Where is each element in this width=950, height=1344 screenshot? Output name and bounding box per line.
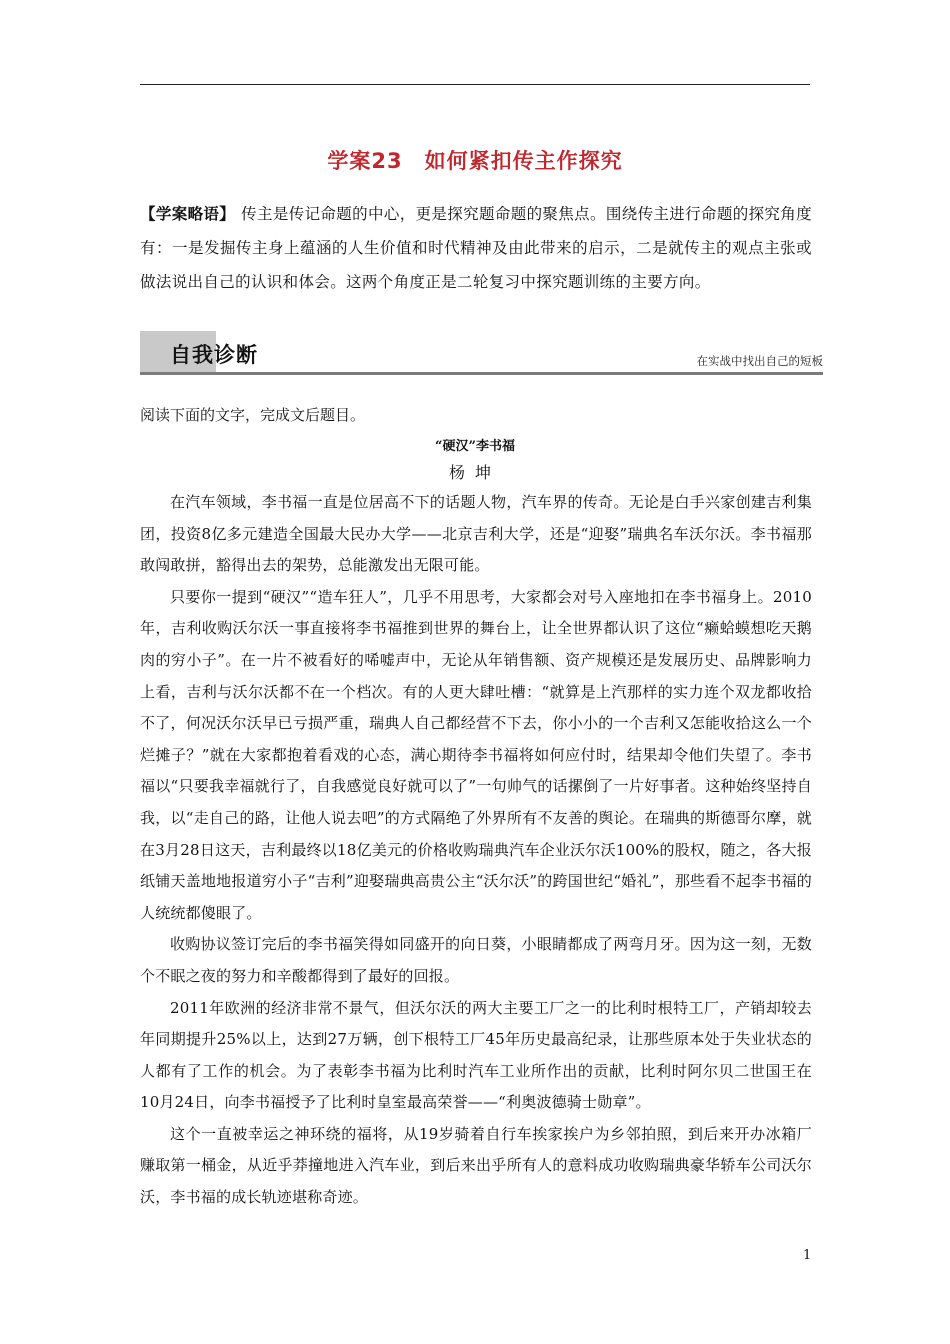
title-topic: 如何紧扣传主作探究 (424, 149, 623, 173)
article-paragraph: 2011年欧洲的经济非常不景气，但沃尔沃的两大主要工厂之一的比利时根特工厂，产销却较去年同期提升25%以上，达到27万辆，创下根特工厂45年历史最高纪录，让那些原本处于失业状态的人都有了工作的机会。为了表彰李书福为比利时汽车工业所作出的贡献，比利时阿尔贝二世国王在10月24日，向李书福授予了比利时皇室最高荣誉——“利奥波德骑士勋章”。 (140, 998, 812, 1112)
section-header-underline (140, 372, 823, 375)
intro-label: 【学案略语】 (140, 205, 236, 223)
title-lesson-number: 学案23 (327, 149, 403, 173)
intro-text: 传主是传记命题的中心，更是探究题命题的聚焦点。围绕传主进行命题的探究角度有：一是发掘传主身上蕴涵的人生价值和时代精神及由此带来的启示，二是就传主的观点主张或做法说出自己的认识和体会。这两个角度正是二轮复习中探究题训练的主要方向。 (140, 205, 812, 291)
article-body (140, 487, 812, 1214)
reading-instruction: 阅读下面的文字，完成文后题目。 (140, 406, 366, 424)
article-author: 杨坤 (448, 463, 501, 482)
page-title (0, 145, 950, 175)
section-subtitle: 在实战中找出自己的短板 (696, 354, 823, 368)
header-rule (140, 84, 810, 85)
section-title: 自我诊断 (170, 343, 258, 367)
intro-summary (140, 197, 812, 299)
article-paragraph: 这个一直被幸运之神环绕的福将，从19岁骑着自行车挨家挨户为乡邻拍照，到后来开办冰箱厂赚取第一桶金，从近乎莽撞地进入汽车业，到后来出乎所有人的意料成功收购瑞典豪华轿车公司沃尔沃，李书福的成长轨迹堪称奇迹。 (140, 1124, 812, 1207)
article-paragraph: 在汽车领域，李书福一直是位居高不下的话题人物，汽车界的传奇。无论是白手兴家创建吉利集团，投资8亿多元建造全国最大民办大学——北京吉利大学，还是“迎娶”瑞典名车沃尔沃。李书福那敢闯敢拼，豁得出去的架势，总能激发出无限可能。 (140, 493, 812, 575)
article-paragraph: 只要你一提到“硬汉”“造车狂人”，几乎不用思考，大家都会对号入座地扣在李书福身上。2010年，吉利收购沃尔沃一事直接将李书福推到世界的舞台上，让全世界都认识了这位“癞蛤蟆想吃天鹅肉的穷小子”。在一片不被看好的唏嘘声中，无论从年销售额、资产规模还是发展历史、品牌影响力上看，吉利与沃尔沃都不在一个档次。有的人更大肆吐槽：“就算是上汽那样的实力连个双龙都收拾不了，何况沃尔沃早已亏损严重，瑞典人自己都经营不下去，你小小的一个吉利又怎能收拾这么一个烂摊子？”就在大家都抱着看戏的心态，满心期待李书福将如何应付时，结果却令他们失望了。李书福以“只要我幸福就行了，自我感觉良好就可以了”一句帅气的话摞倒了一片好事者。这种始终坚持自我，以“走自己的路，让他人说去吧”的方式隔绝了外界所有不友善的舆论。在瑞典的斯德哥尔摩，就在3月28日这天，吉利最终以18亿美元的价格收购瑞典汽车企业沃尔沃100%的股权，随之，各大报纸铺天盖地地报道穷小子“吉利”迎娶瑞典高贵公主“沃尔沃”的跨国世纪“婚礼”，那些看不起李书福的人统统都傻眼了。 (140, 587, 812, 922)
article-title: “硬汉”李书福 (435, 439, 515, 454)
article-paragraph: 收购协议签订完后的李书福笑得如同盛开的向日葵，小眼睛都成了两弯月牙。因为这一刻，无数个不眠之夜的努力和辛酸都得到了最好的回报。 (140, 935, 812, 985)
page-number: 1 (803, 1248, 812, 1263)
section-header (140, 331, 823, 375)
